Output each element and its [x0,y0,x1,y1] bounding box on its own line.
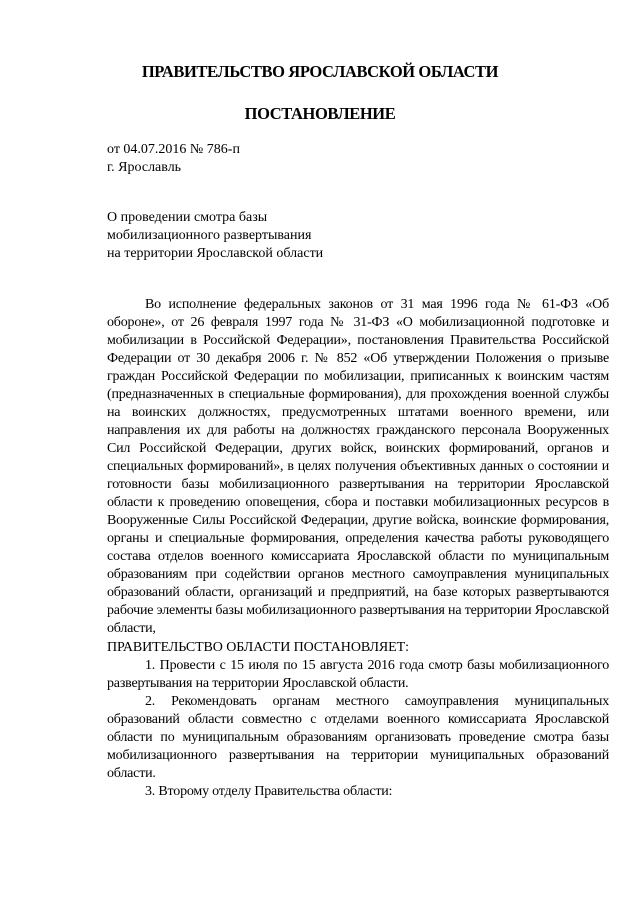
date-and-number: от 04.07.2016 № 786-п [107,142,240,157]
document-body [107,296,609,801]
document-type-title: ПОСТАНОВЛЕНИЕ [244,104,396,123]
government-title: ПРАВИТЕЛЬСТВО ЯРОСЛАВСКОЙ ОБЛАСТИ [141,62,499,81]
document-subject [107,209,323,263]
city: г. Ярославль [107,160,182,175]
item-paragraph: 2. Рекомендовать органам местного самоуправления муниципальных образований области совместно с отделами военного комиссариата Ярославской области по муниципальным образованиям организовать проведение смотра базы мобилизационного развертывания на территории муниципальных образований области. [107,694,609,781]
subject-line: мобилизационного развертывания [107,228,312,243]
item-paragraph: 3. Второму отделу Правительства области: [145,784,393,799]
document-meta [107,141,240,177]
preamble-paragraph: Во исполнение федеральных законов от 31 мая 1996 года № 61-ФЗ «Об обороне», от 26 февраля 1997 года № 31-ФЗ «О мобилизационной подготовке и мобилизации в Российской Федерации», постановления Правительства Российской Федерации от 30 декабря 2006 г. № 852 «Об утверждении Положения о призыве граждан Российской Федерации по мобилизации, приписанных к воинским частям (предназначенных в специальные формирования), для прохождения военной службы на воинских должностях, предусмотренных штатами военного времени, или направления их для работы на должностях гражданского персонала Вооруженных Сил Российской Федерации, других войск, воинских формирований, органов и специальных формирований», в целях получения объективных данных о состоянии и готовности базы мобилизационного развертывания на территории Ярославской области к проведению оповещения, сбора и поставки мобилизационных ресурсов в Вооруженные Силы Российской Федерации, другие войска, воинские формирования, органы и специальные формирования, определения качества работы руководящего состава отделов военного комиссариата Ярославской области по муниципальным образованиям при содействии органов местного самоуправления муниципальных образований области, организаций и предприятий, на базе которых развертываются рабочие элементы базы мобилизационного развертывания на территории Ярославской области, [107,297,609,636]
decree-line: ПРАВИТЕЛЬСТВО ОБЛАСТИ ПОСТАНОВЛЯЕТ: [107,640,409,655]
item-paragraph: 1. Провести с 15 июля по 15 августа 2016 года смотр базы мобилизационного развертывания на территории Ярославской области. [107,658,609,691]
subject-line: на территории Ярославской области [107,246,324,261]
subject-line: О проведении смотра базы [107,210,268,225]
